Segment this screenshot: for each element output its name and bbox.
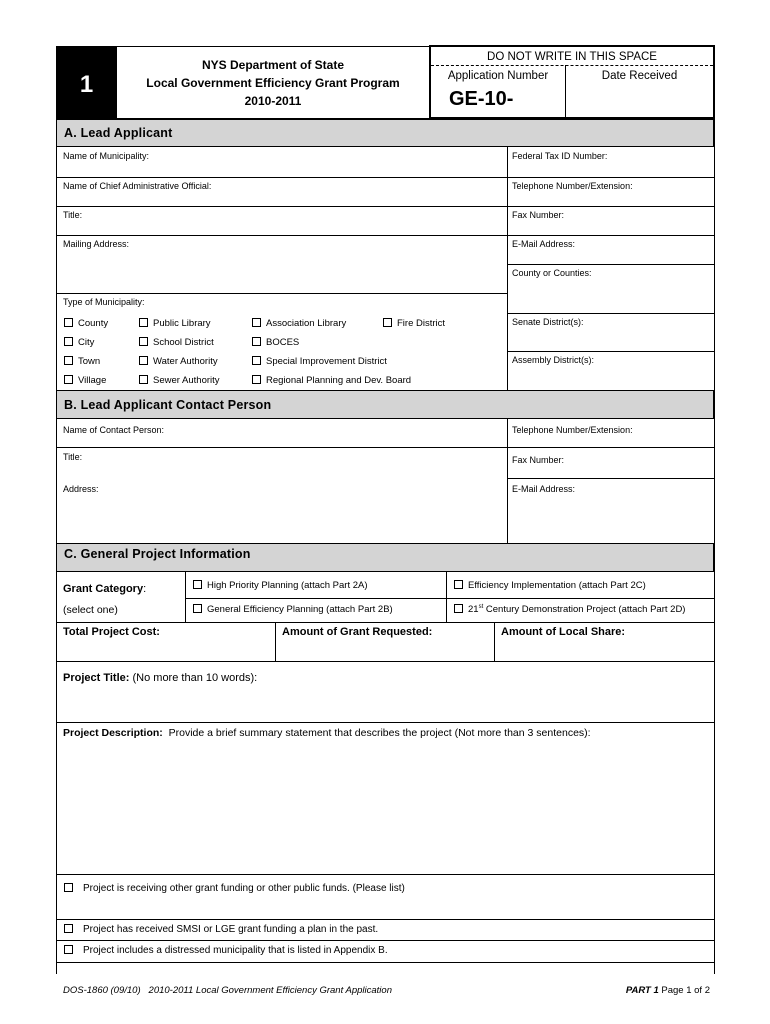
other-funding-checkbox[interactable]: [64, 883, 73, 892]
municipality-name-field[interactable]: Name of Municipality:: [63, 151, 150, 161]
local-share-field[interactable]: Amount of Local Share:: [501, 626, 626, 638]
page-indicator: PART 1 Page 1 of 2: [625, 985, 710, 996]
efficiency-implementation-checkbox[interactable]: [454, 580, 463, 589]
high-priority-checkbox[interactable]: [193, 580, 202, 589]
sewer-authority-label: Sewer Authority: [153, 375, 220, 386]
amount-requested-field[interactable]: Amount of Grant Requested:: [282, 626, 433, 638]
section-b-title: B. Lead Applicant Contact Person: [64, 398, 272, 412]
application-prefix: GE-10-: [449, 88, 514, 110]
town-label: Town: [78, 356, 101, 367]
form-id: DOS-1860 (09/10) 2010-2011 Local Government Efficiency Grant Application: [63, 985, 392, 996]
century-demo-label: 21st Century Demonstration Project (attach Part 2D): [468, 604, 686, 616]
contact-address-field[interactable]: Address:: [63, 484, 99, 494]
do-not-write-label: DO NOT WRITE IN THIS SPACE: [487, 51, 657, 63]
general-efficiency-label: General Efficiency Planning (attach Part 2B): [207, 604, 393, 615]
city-label: City: [78, 337, 95, 348]
section-c-header: [56, 543, 714, 572]
high-priority-label: High Priority Planning (attach Part 2A): [207, 580, 368, 591]
water-authority-label: Water Authority: [153, 356, 218, 367]
distressed-checkbox[interactable]: [64, 945, 73, 954]
regional-planning-label: Regional Planning and Dev. Board: [266, 375, 412, 386]
village-checkbox[interactable]: [64, 375, 73, 384]
special-improvement-label: Special Improvement District: [266, 356, 387, 367]
application-number-label: Application Number: [447, 70, 549, 82]
type-of-municipality-label: Type of Municipality:: [63, 297, 145, 307]
regional-planning-checkbox[interactable]: [252, 375, 261, 384]
special-improvement-checkbox[interactable]: [252, 356, 261, 365]
school-district-checkbox[interactable]: [139, 337, 148, 346]
contact-title-field[interactable]: Title:: [63, 452, 83, 462]
other-funding-label: Project is receiving other grant funding or other public funds. (Please list): [83, 883, 405, 894]
fire-district-label: Fire District: [397, 318, 446, 329]
distressed-label: Project includes a distressed municipality that is listed in Appendix B.: [83, 945, 388, 956]
mailing-address-field[interactable]: Mailing Address:: [63, 239, 130, 249]
program-title: Local Government Efficiency Grant Program: [146, 76, 400, 90]
contact-telephone-field[interactable]: Telephone Number/Extension:: [512, 425, 633, 435]
contact-email-field[interactable]: E-Mail Address:: [512, 484, 576, 494]
water-authority-checkbox[interactable]: [139, 356, 148, 365]
program-years: 2010-2011: [244, 94, 302, 108]
efficiency-implementation-label: Efficiency Implementation (attach Part 2C): [468, 580, 646, 591]
senate-district-field[interactable]: Senate District(s):: [512, 317, 584, 327]
county-checkbox[interactable]: [64, 318, 73, 327]
century-demo-checkbox[interactable]: [454, 604, 463, 613]
date-received-label: Date Received: [601, 70, 678, 82]
public-library-label: Public Library: [153, 318, 211, 329]
general-efficiency-checkbox[interactable]: [193, 604, 202, 613]
email-field[interactable]: E-Mail Address:: [512, 239, 576, 249]
fire-district-checkbox[interactable]: [383, 318, 392, 327]
association-library-checkbox[interactable]: [252, 318, 261, 327]
county-field[interactable]: County or Counties:: [512, 268, 592, 278]
telephone-field[interactable]: Telephone Number/Extension:: [512, 181, 633, 191]
city-checkbox[interactable]: [64, 337, 73, 346]
title-field[interactable]: Title:: [63, 210, 83, 220]
total-cost-field[interactable]: Total Project Cost:: [63, 626, 160, 638]
section-c-title: C. General Project Information: [64, 547, 251, 561]
select-one-label: (select one): [63, 604, 118, 616]
grant-category-label: Grant Category:: [63, 583, 147, 595]
part-number: 1: [79, 71, 94, 98]
public-library-checkbox[interactable]: [139, 318, 148, 327]
town-checkbox[interactable]: [64, 356, 73, 365]
village-label: Village: [78, 375, 107, 386]
association-library-label: Association Library: [266, 318, 347, 329]
contact-fax-field[interactable]: Fax Number:: [512, 455, 565, 465]
chief-official-field[interactable]: Name of Chief Administrative Official:: [63, 181, 212, 191]
county-label: County: [78, 318, 109, 329]
section-b-header: [56, 390, 714, 419]
school-district-label: School District: [153, 337, 214, 348]
department-title: NYS Department of State: [201, 58, 345, 72]
assembly-district-field[interactable]: Assembly District(s):: [512, 355, 595, 365]
contact-name-field[interactable]: Name of Contact Person:: [63, 425, 165, 435]
project-description-field[interactable]: Project Description: Provide a brief summary statement that describes the project (Not more than 3 sentences):: [63, 727, 591, 739]
section-a-header: [56, 119, 714, 147]
section-a-title: A. Lead Applicant: [64, 126, 173, 140]
smsi-label: Project has received SMSI or LGE grant funding a plan in the past.: [83, 924, 379, 935]
project-title-field[interactable]: Project Title: (No more than 10 words):: [63, 672, 258, 684]
boces-label: BOCES: [266, 337, 300, 348]
smsi-checkbox[interactable]: [64, 924, 73, 933]
fax-field[interactable]: Fax Number:: [512, 210, 565, 220]
federal-tax-id-field[interactable]: Federal Tax ID Number:: [512, 151, 608, 161]
sewer-authority-checkbox[interactable]: [139, 375, 148, 384]
boces-checkbox[interactable]: [252, 337, 261, 346]
